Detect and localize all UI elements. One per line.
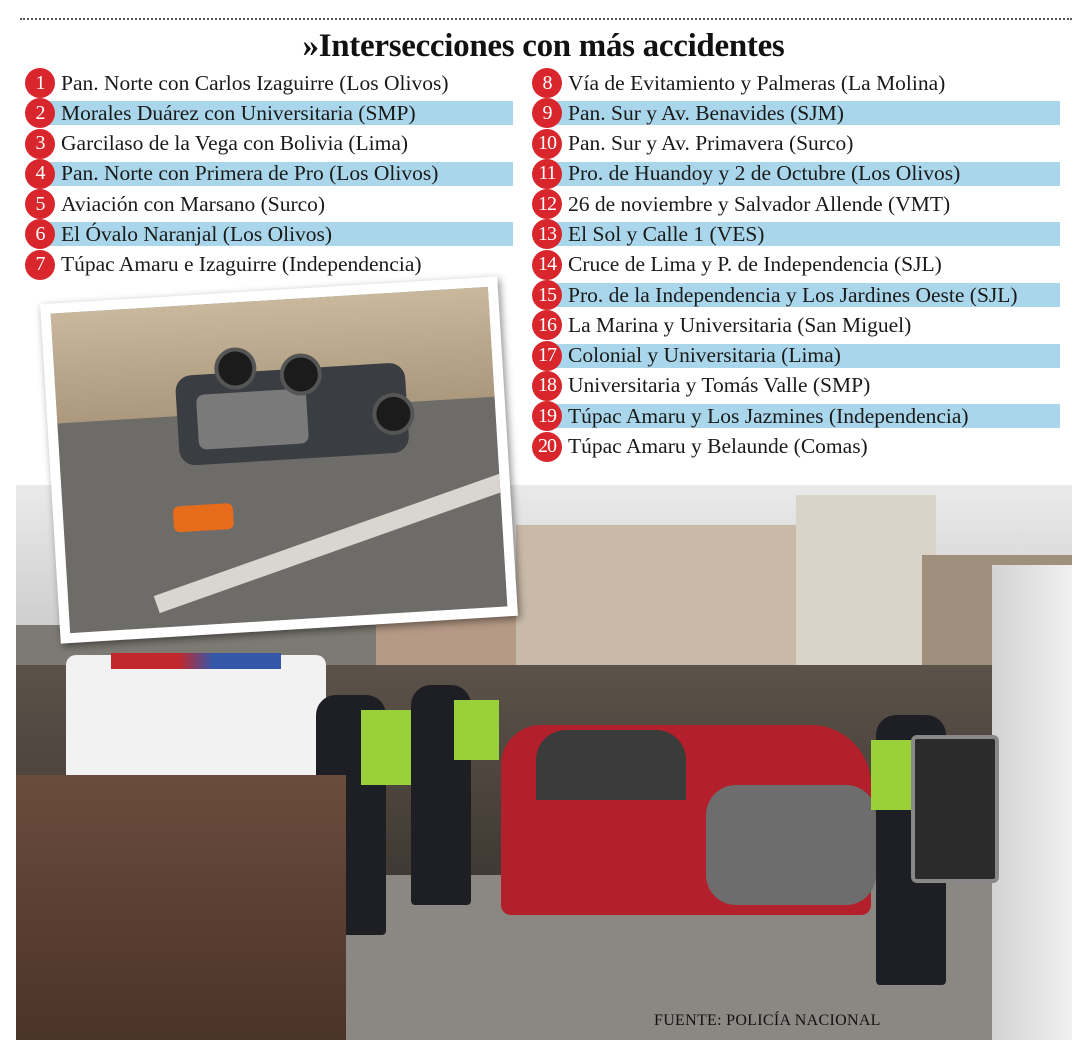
list-item <box>532 100 1060 126</box>
number-badge: 19 <box>532 401 562 431</box>
number-badge: 16 <box>532 310 562 340</box>
number-badge: 18 <box>532 371 562 401</box>
list-item <box>25 191 513 217</box>
list-item <box>532 312 1060 338</box>
number-badge: 15 <box>532 280 562 310</box>
list-item <box>532 221 1060 247</box>
list-item <box>25 221 513 247</box>
source-credit: FUENTE: POLICÍA NACIONAL <box>654 1012 881 1029</box>
list-item-label: Pan. Sur y Av. Primavera (Surco) <box>568 131 854 156</box>
list-item-label: Universitaria y Tomás Valle (SMP) <box>568 373 871 398</box>
number-badge: 4 <box>25 159 55 189</box>
list-item-label: La Marina y Universitaria (San Miguel) <box>568 312 912 337</box>
list-item-label: Pan. Norte con Carlos Izaguirre (Los Olivos) <box>61 70 449 95</box>
list-item-label: Colonial y Universitaria (Lima) <box>568 343 841 368</box>
list-item <box>532 70 1060 96</box>
number-badge: 17 <box>532 341 562 371</box>
inset-debris <box>173 503 234 533</box>
list-item <box>25 252 513 278</box>
list-item-label: Garcilaso de la Vega con Bolivia (Lima) <box>61 131 409 156</box>
photo-officer-vest <box>454 700 499 760</box>
list-item-label: El Sol y Calle 1 (VES) <box>568 221 765 246</box>
list-item <box>532 403 1060 429</box>
list-item <box>25 131 513 157</box>
list-item <box>532 434 1060 460</box>
inset-photo <box>40 276 518 643</box>
photo-car-window <box>536 730 686 800</box>
number-badge: 12 <box>532 189 562 219</box>
number-badge: 14 <box>532 250 562 280</box>
number-badge: 13 <box>532 219 562 249</box>
photo-car-wreck <box>706 785 876 905</box>
list-item-label: Vía de Evitamiento y Palmeras (La Molina) <box>568 70 946 95</box>
inset-photo-image <box>51 287 508 633</box>
number-badge: 1 <box>25 68 55 98</box>
list-item <box>532 131 1060 157</box>
list-item <box>532 343 1060 369</box>
number-badge: 6 <box>25 219 55 249</box>
number-badge: 9 <box>532 98 562 128</box>
list-item <box>532 191 1060 217</box>
photo-foreground-crowd <box>16 775 346 1040</box>
list-item-label: Pro. de la Independencia y Los Jardines Oeste (SJL) <box>568 282 1018 307</box>
list-item <box>532 252 1060 278</box>
photo-mirror <box>911 735 999 883</box>
list-item-label: Túpac Amaru y Los Jazmines (Independencia) <box>568 403 969 428</box>
list-item-label: Pan. Sur y Av. Benavides (SJM) <box>568 100 844 125</box>
number-badge: 11 <box>532 159 562 189</box>
list-item <box>532 282 1060 308</box>
photo-officer-vest <box>361 710 416 785</box>
intersection-list-left <box>25 70 513 282</box>
list-item <box>25 100 513 126</box>
list-item-label: Pro. de Huandoy y 2 de Octubre (Los Olivos) <box>568 161 961 186</box>
number-badge: 10 <box>532 129 562 159</box>
top-dotted-rule <box>20 18 1072 20</box>
list-item-label: Morales Duárez con Universitaria (SMP) <box>61 100 416 125</box>
number-badge: 3 <box>25 129 55 159</box>
list-item <box>25 70 513 96</box>
number-badge: 8 <box>532 68 562 98</box>
list-item <box>532 161 1060 187</box>
inset-truck-bed <box>196 388 309 450</box>
photo-police-lights <box>111 653 281 669</box>
page-title: »Intersecciones con más accidentes <box>302 28 785 64</box>
number-badge: 5 <box>25 189 55 219</box>
list-item-label: Aviación con Marsano (Surco) <box>61 191 326 216</box>
list-item <box>532 373 1060 399</box>
list-item <box>25 161 513 187</box>
number-badge: 7 <box>25 250 55 280</box>
list-item-label: Túpac Amaru y Belaunde (Comas) <box>568 434 868 459</box>
number-badge: 20 <box>532 432 562 462</box>
number-badge: 2 <box>25 98 55 128</box>
list-item-label: Cruce de Lima y P. de Independencia (SJL) <box>568 252 942 277</box>
photo-bus <box>992 565 1072 1040</box>
intersection-list-right <box>532 70 1060 464</box>
list-item-label: Pan. Norte con Primera de Pro (Los Olivos) <box>61 161 439 186</box>
list-item-label: 26 de noviembre y Salvador Allende (VMT) <box>568 191 951 216</box>
list-item-label: El Óvalo Naranjal (Los Olivos) <box>61 221 333 246</box>
list-item-label: Túpac Amaru e Izaguirre (Independencia) <box>61 252 422 277</box>
